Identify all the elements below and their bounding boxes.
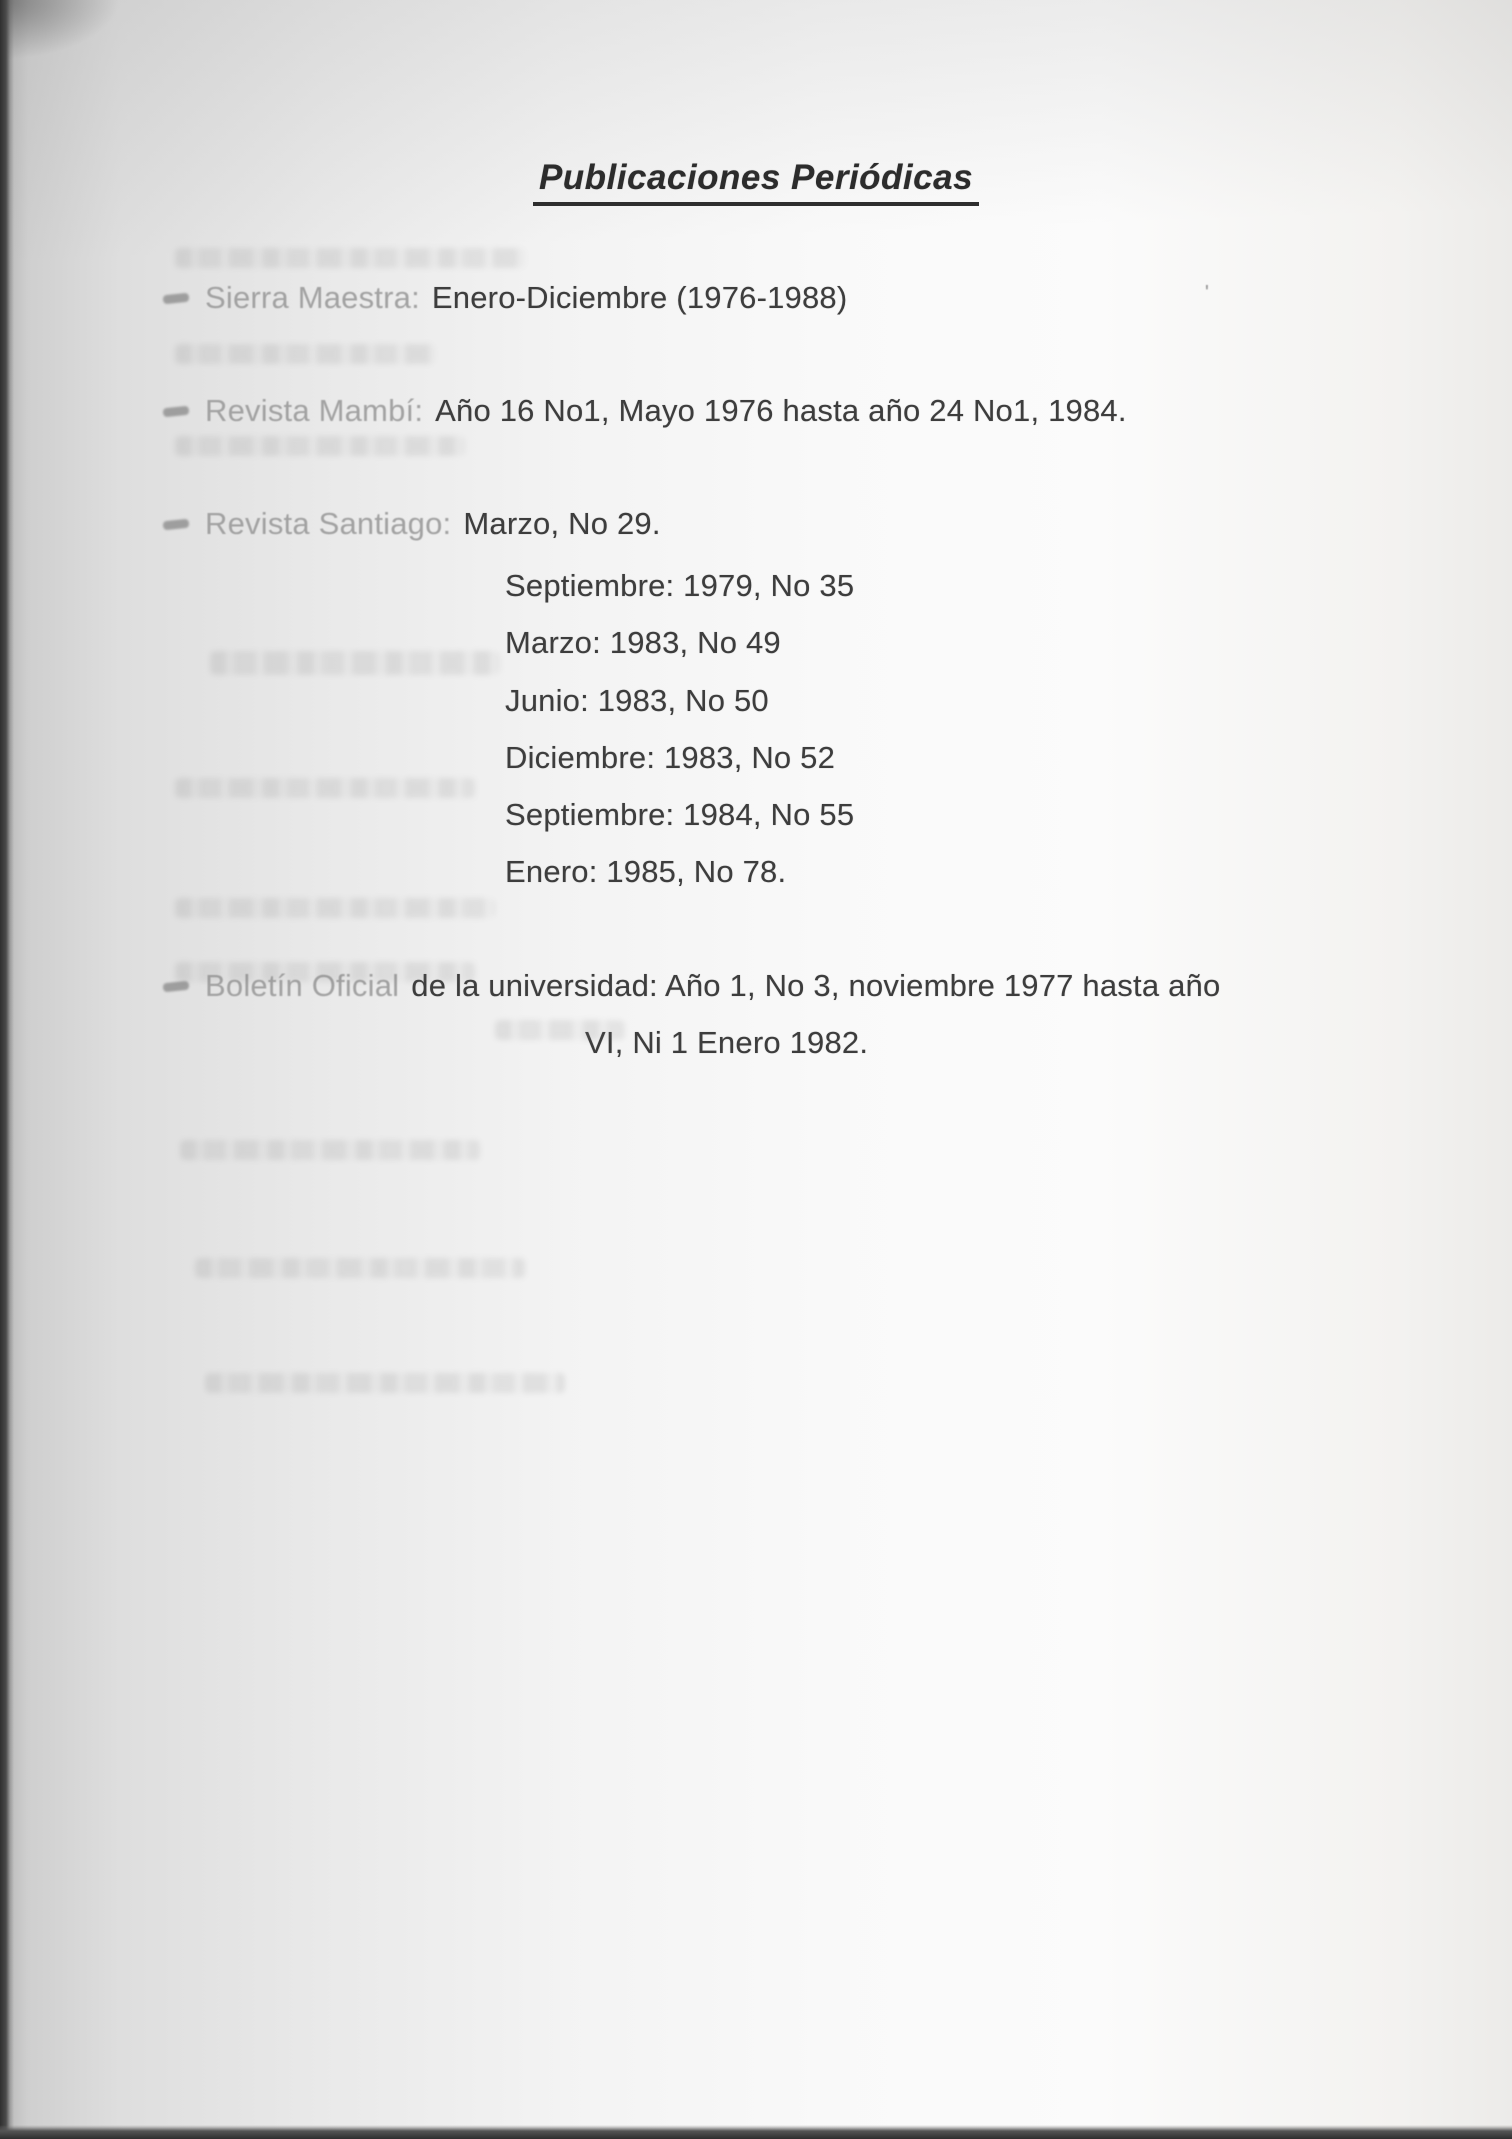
bleed-through-smudge [205, 1373, 565, 1393]
issue-line: Enero: 1985, No 78. [505, 854, 787, 889]
publication-name: Revista Mambí: [205, 393, 424, 428]
publication-details: de la universidad: Año 1, No 3, noviembre 1977 hasta año [411, 968, 1221, 1003]
list-item-revista-santiago [205, 504, 661, 544]
bleed-through-smudge [175, 344, 435, 364]
dash-bullet-icon [163, 981, 190, 993]
issue-line: Septiembre: 1979, No 35 [505, 568, 855, 603]
scan-corner-shadow [0, 0, 120, 60]
dash-bullet-icon [163, 519, 190, 531]
publication-details: Año 16 No1, Mayo 1976 hasta año 24 No1, 1984. [435, 393, 1127, 428]
list-item-revista-mambi [205, 391, 1127, 431]
issue-line: Junio: 1983, No 50 [505, 683, 769, 718]
dash-bullet-icon [163, 293, 190, 305]
bleed-through-smudge [180, 1140, 480, 1160]
issue-line: Marzo: 1983, No 49 [505, 625, 781, 660]
scan-edge-bottom [0, 2125, 1512, 2139]
publication-name: Sierra Maestra: [205, 280, 420, 315]
scan-edge-left [0, 0, 14, 2139]
stray-scan-mark: ' [1205, 282, 1209, 304]
issue-line: Diciembre: 1983, No 52 [505, 740, 836, 775]
publication-name: Boletín Oficial [205, 968, 400, 1003]
publication-name: Revista Santiago: [205, 506, 452, 541]
bleed-through-smudge [175, 962, 475, 982]
page-title-text: Publicaciones Periódicas [533, 158, 979, 206]
bleed-through-smudge [175, 898, 495, 918]
bleed-through-smudge [175, 436, 465, 456]
issue-line: Septiembre: 1984, No 55 [505, 797, 855, 832]
bleed-through-smudge [195, 1258, 525, 1278]
dash-bullet-icon [163, 406, 190, 418]
bleed-through-smudge [175, 248, 525, 268]
bleed-through-smudge [175, 778, 475, 798]
page-title [0, 158, 1512, 206]
publication-details: Enero-Diciembre (1976-1988) [431, 280, 848, 315]
bleed-through-smudge [495, 1020, 625, 1040]
list-item-sierra-maestra [205, 278, 847, 318]
publication-details: Marzo, No 29. [463, 506, 661, 541]
publication-details-continuation: VI, Ni 1 Enero 1982. [585, 1025, 869, 1060]
bleed-through-smudge [210, 651, 500, 675]
